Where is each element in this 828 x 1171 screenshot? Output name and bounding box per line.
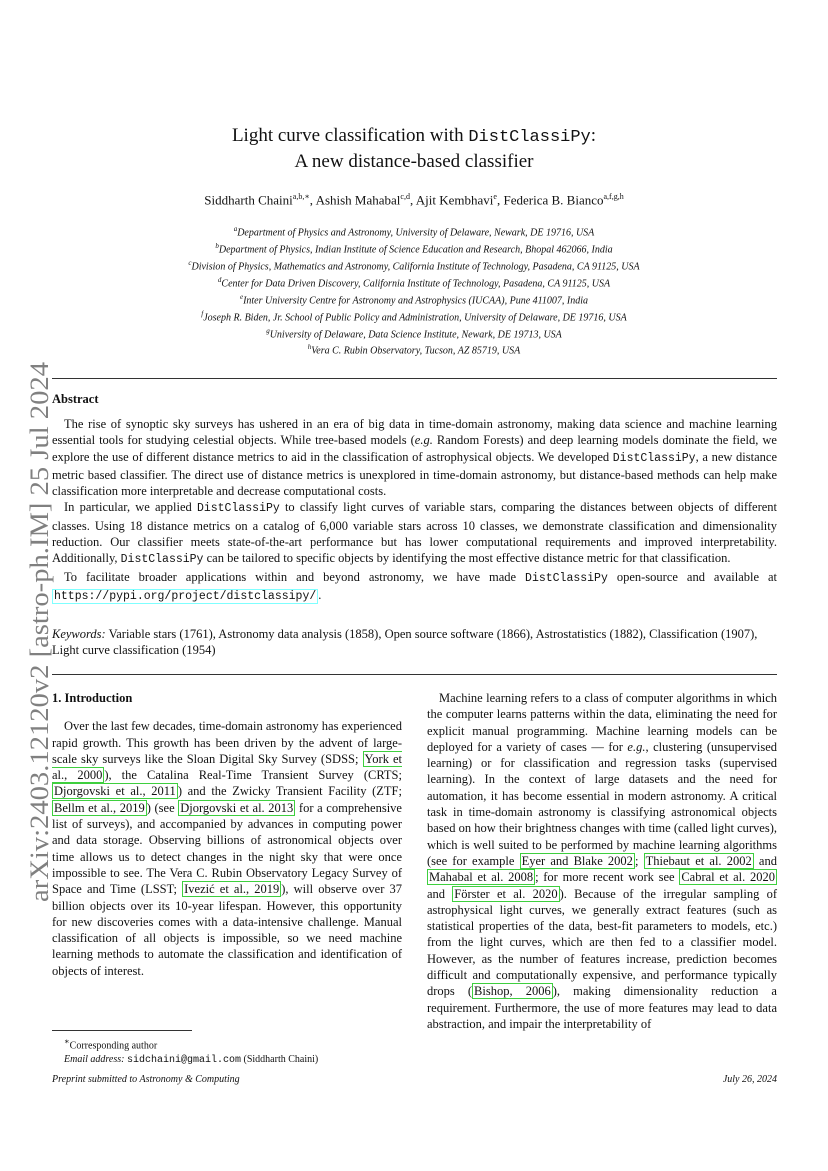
affiliation-mark: a bbox=[233, 225, 238, 233]
affiliation-item bbox=[0, 257, 828, 274]
keywords-label: Keywords: bbox=[52, 627, 106, 641]
affiliation-mark: c bbox=[188, 258, 192, 267]
affiliation-item bbox=[0, 223, 828, 240]
citation-link[interactable]: York et al., 2000 bbox=[52, 751, 402, 783]
affiliation-item bbox=[0, 308, 828, 325]
citation-link[interactable]: Förster et al. 2020 bbox=[454, 886, 558, 901]
title-code: DistClassiPy bbox=[468, 128, 591, 147]
affiliation-mark: d bbox=[217, 275, 222, 284]
citation-link[interactable]: Ivezić et al., 2019 bbox=[184, 882, 280, 897]
affiliation-item bbox=[0, 274, 828, 291]
author-name: Ajit Kembhavi bbox=[415, 192, 494, 208]
author-affiliation-mark: e bbox=[493, 192, 497, 201]
abstract-paragraph-1: The rise of synoptic sky surveys has ushered in an era of big data in time-domain astronomy, making data science and machine learning essential tools for studying celestial objects. While tree-based models (e.g. Random Forests) and deep learning models dominate the field, we explore the use of different distance metrics to aid in the classification of astrophysical objects. We developed DistClassiPy, a new distance metric based classifier. The direct use of distance metrics is unexplored in time-domain astronomy, but distance-based methods can help make classification more interpretable and decrease computational costs. bbox=[52, 417, 777, 499]
footnote-corresponding: ∗Corresponding author bbox=[64, 1037, 158, 1052]
citation-link[interactable]: Djorgovski et al. 2013 bbox=[180, 800, 294, 815]
affiliation-item bbox=[0, 291, 828, 308]
affiliation-text: Division of Physics, Mathematics and Astronomy, California Institute of Technology, Pasadena, CA 91125, USA bbox=[191, 261, 640, 273]
affiliation-list bbox=[0, 223, 828, 358]
abstract-bottom-rule bbox=[52, 674, 777, 675]
affiliation-text: University of Delaware, Data Science Institute, Newark, DE 19713, USA bbox=[269, 328, 562, 340]
author-list bbox=[0, 192, 828, 208]
author-name: Ashish Mahabal bbox=[315, 192, 401, 208]
footnote-rule bbox=[52, 1030, 192, 1031]
citation-link[interactable]: Mahabal et al. 2008 bbox=[429, 870, 534, 885]
citation-link[interactable]: Bishop, 2006 bbox=[474, 984, 551, 999]
intro-paragraph-2: Machine learning refers to a class of computer algorithms in which the computer learns patterns within the data, eliminating the need for explicit manual programming. Machine learning models can be deployed for a variety of cases — for e.g., clustering (unsupervised learning) or for classification and regression tasks (supervised learning). In the context of large datasets and the need for automation, it has become essential in modern astronomy. A critical task in time-domain astronomy is classifying astronomical objects based on how their brightness changes with time (called light curves), which is well suited to be performed by machine learning algorithms (see for example Eyer and Blake 2002 ; Thiebaut et al. 2002 and Mahabal et al. 2008 ; for more recent work see Cabral et al. 2020 and Förster et al. 2020 ). Because of the irregular sampling of astrophysical light curves, we generally extract features (such as statistical properties of the data, best-fit parameters to models, etc.) from the light curves, which are then fed to a classifier model. However, as the number of features increase, prediction becomes difficult and computationally expensive, and performance typically drops ( Bishop, 2006 ), making dimensionality reduction a requirement. Furthermore, the use of more features may lead to data abstraction, and impair the interpretability of bbox=[427, 691, 777, 1031]
affiliation-mark: f bbox=[201, 309, 204, 318]
section-heading-introduction: 1. Introduction bbox=[52, 691, 133, 705]
author-affiliation-mark: c,d bbox=[400, 192, 410, 201]
author-separator: , bbox=[496, 192, 504, 208]
affiliation-mark: h bbox=[307, 343, 312, 352]
intro-right-column bbox=[427, 690, 777, 1032]
citation-link[interactable]: Eyer and Blake 2002 bbox=[521, 853, 633, 868]
author-affiliation-mark: a,b,∗ bbox=[292, 192, 310, 201]
footer-preprint-note: Preprint submitted to Astronomy & Computing bbox=[52, 1074, 240, 1085]
author-affiliation-mark: a,f,g,h bbox=[603, 192, 624, 201]
affiliation-text: Inter University Centre for Astronomy and Astrophysics (IUCAA), Pune 411007, India bbox=[243, 295, 589, 307]
affiliation-text: Vera C. Rubin Observatory, Tucson, AZ 85719, USA bbox=[311, 345, 521, 357]
affiliation-mark: e bbox=[239, 292, 244, 301]
affiliation-text: Joseph R. Biden, Jr. School of Public Policy and Administration, University of Delaware, DE 19716, USA bbox=[203, 311, 627, 323]
title-line-1 bbox=[0, 124, 828, 150]
affiliation-mark: g bbox=[266, 326, 270, 335]
title-text: Light curve classification with bbox=[231, 125, 469, 146]
footnote-email: Email address: sidchaini@gmail.com (Siddharth Chaini) bbox=[64, 1054, 319, 1067]
abstract-paragraph-3: To facilitate broader applications within and beyond astronomy, we have made DistClassiPy open-source and available at https://pypi.org/project/distclassipy/ . bbox=[54, 569, 778, 603]
intro-left-column bbox=[52, 690, 402, 979]
affiliation-text: Department of Physics, Indian Institute of Science Education and Research, Bhopal 462066, India bbox=[218, 244, 613, 256]
abstract-top-rule bbox=[52, 378, 777, 379]
affiliation-text: Department of Physics and Astronomy, University of Delaware, Newark, DE 19716, USA bbox=[237, 227, 595, 239]
arxiv-stamp-text: arXiv:2403.12120v2 [astro-ph.IM] 25 Jul 2024 bbox=[25, 410, 54, 902]
pypi-link[interactable]: https://pypi.org/project/distclassipy/ bbox=[54, 589, 317, 603]
paper-title bbox=[0, 124, 828, 174]
intro-paragraph-1: Over the last few decades, time-domain astronomy has experienced rapid growth. This growth has been driven by the advent of large-scale sky surveys like the Sloan Digital Sky Survey (SDSS; York et al., 2000 ), the Catalina Real-Time Transient Survey (CRTS; Djorgovski et al., 2011 ) and the Zwicky Transient Facility (ZTF; Bellm et al., 2019 ) (see Djorgovski et al. 2013 for a comprehensive list of surveys), and accompanied by advances in computing power and data storage. Observing billions of astronomical objects over time allows us to detect changes in the night sky that were once impossible to see. The Vera C. Rubin Observatory Legacy Survey of Space and Time (LSST; Ivezić et al., 2019 ), will observe over 37 billion objects over its 10-year lifespan. However, this opportunity for new discoveries comes with a data-intensive challenge. Manual classification of all objects is impossible, so we need machine learning methods to automate the classification and identification of objects of interest. bbox=[52, 719, 402, 978]
affiliation-item bbox=[0, 341, 828, 358]
author-separator: , bbox=[309, 192, 316, 208]
author-name: Federica B. Bianco bbox=[503, 192, 604, 208]
footnote bbox=[52, 1035, 412, 1068]
keywords-text: Variable stars (1761), Astronomy data analysis (1858), Open source software (1866), Astrostatistics (1882), Classification (1907), Light curve classification (1954) bbox=[52, 627, 758, 658]
footer-date: July 26, 2024 bbox=[722, 1074, 777, 1085]
affiliation-item bbox=[0, 325, 828, 342]
affiliation-text: Center for Data Driven Discovery, California Institute of Technology, Pasadena, CA 91125, USA bbox=[221, 278, 611, 290]
affiliation-item bbox=[0, 240, 828, 257]
email-address[interactable]: sidchaini@gmail.com bbox=[126, 1055, 241, 1067]
title-colon: : bbox=[590, 125, 597, 146]
citation-link[interactable]: Cabral et al. 2020 bbox=[681, 870, 775, 885]
abstract-body bbox=[52, 416, 777, 605]
keywords bbox=[52, 626, 777, 659]
affiliation-mark: b bbox=[215, 241, 219, 250]
abstract-heading: Abstract bbox=[52, 392, 99, 406]
author-separator: , bbox=[409, 192, 416, 208]
citation-link[interactable]: Thiebaut et al. 2002 bbox=[645, 853, 752, 868]
title-line-2: A new distance-based classifier bbox=[294, 151, 534, 172]
citation-link[interactable]: Djorgovski et al., 2011 bbox=[54, 784, 176, 799]
author-name: Siddharth Chaini bbox=[204, 192, 293, 208]
citation-link[interactable]: Bellm et al., 2019 bbox=[54, 800, 145, 815]
abstract-paragraph-2: In particular, we applied DistClassiPy to classify light curves of variable stars, comparing the distances between objects of different classes. Using 18 distance metrics on a catalog of 6,000 variable stars across 10 classes, we demonstrate classification and dimensionality reduction. Our classifier meets state-of-the-art performance but has lower computational requirements and improved interpretability. Additionally, DistClassiPy can be tailored to specific objects by identifying the most effective distance metric for that classification. bbox=[52, 500, 778, 567]
